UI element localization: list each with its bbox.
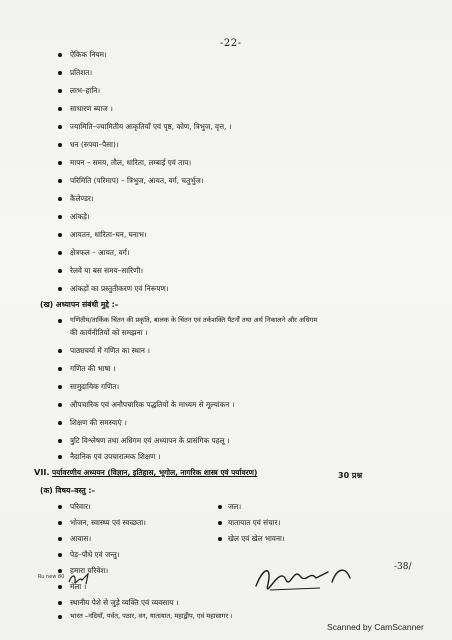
document-page: -22- ऐकिक नियम। प्रतिशत। लाभ–हानि। साधारण ब्याज । ज्यामिति–ज्यामितीय आकृतियाँ एवं पृष्ठ, कोण, त्रिभुज, वृत्त, । धन (रुपया–पैसा)। मापन – समय, तौल, धारिता, लम्बाई एवं ताप। परिमिति (परिमाप) – त्रिभुज, आयत, वर्ग, चतुर्भुज। कैलेण्डर। आंकड़े। आयतन, धारिता–घन, घनाभ। क्षेत्रफल – आयत, वर्ग। रेलवे या बस समय–सारिणी। आंकड़ों का प्रस्तुतीकरण एवं निरूपण। (ख) अध्यापन संबंधी मुद्दे :– गणितीय/तार्किक चिंतन की प्रकृति, बालक के चिंतन एवं तर्कशक्ति पैटर्नों तथा अर्थ निकालने और अधिगम की कार्यनीतियों को समझना । पाठ्यचर्या में गणित का स्थान । गणित की भाषा । सामुदायिक गणित। औपचारिक एवं अनौपचारिक पद्धतियों के माध्यम से मूल्यांकन । शिक्षण की समस्याएं । त्रुटि विश्लेषण तथा अधिगम एवं अध्यापन के प्रासंगिक पहलू । नैदानिक एवं उपचारात्मक शिक्षण । VII. पर्यावरणीय अध्ययन (विज्ञान, इतिहास, भूगोल, नागरिक शास्त्र एवं पर्यावरण) 30 प्रश्न (क) विषय–वस्तु :– परिवार। भोजन, स्वास्थ्य एवं स्वच्छता। आवास। पेड़–पौधे एवं जन्तु। हमारा परिवेश। मेला । स्थानीय पेशे से जुड़े व्यक्ति एवं व्यवसाय । जल। यातायात एवं संचार। खेल एवं खेल भावना। भारत –नदियाँ, पर्वत, पठार, वन, यातायात, महाद्वीप, एवं महासागर । -38/ Ru new 80 Scanned by CamScanner bbox=[0, 0, 452, 640]
bullet-icon bbox=[58, 385, 62, 389]
bullet-icon bbox=[58, 233, 62, 237]
bullet-icon bbox=[58, 71, 62, 75]
bullet-icon bbox=[218, 537, 222, 541]
bullet-icon bbox=[58, 319, 62, 323]
bullet-icon bbox=[58, 455, 62, 459]
bullet-icon bbox=[58, 421, 62, 425]
section-vii-marks: 30 प्रश्न bbox=[338, 471, 363, 480]
bullet-icon bbox=[58, 553, 62, 557]
bullet-icon bbox=[58, 367, 62, 371]
bullet-icon bbox=[58, 215, 62, 219]
bullet-icon bbox=[58, 179, 62, 183]
bullet-icon bbox=[58, 569, 62, 573]
bullet-icon bbox=[58, 197, 62, 201]
bullet-icon bbox=[58, 521, 62, 525]
bullet-icon bbox=[58, 349, 62, 353]
bullet-icon bbox=[58, 601, 62, 605]
bullet-icon bbox=[58, 143, 62, 147]
bullet-icon bbox=[58, 287, 62, 291]
camscanner-watermark: Scanned by CamScanner bbox=[327, 622, 424, 632]
bullet-icon bbox=[218, 505, 222, 509]
bullet-icon bbox=[58, 585, 62, 589]
bullet-icon bbox=[58, 615, 62, 619]
bullet-icon bbox=[58, 537, 62, 541]
bullet-icon bbox=[218, 521, 222, 525]
signature-icon bbox=[250, 556, 370, 596]
bullet-icon bbox=[58, 505, 62, 509]
bullet-icon bbox=[58, 403, 62, 407]
bullet-icon bbox=[58, 161, 62, 165]
bullet-icon bbox=[58, 269, 62, 273]
footer-stamp: Ru new 80 bbox=[38, 574, 65, 580]
bullet-icon bbox=[58, 251, 62, 255]
footer-page-number: -38/ bbox=[394, 562, 412, 572]
bullet-icon bbox=[58, 439, 62, 443]
bullet-icon bbox=[58, 89, 62, 93]
page-number-top: -22- bbox=[220, 38, 242, 49]
initials-icon bbox=[66, 570, 96, 588]
bullet-icon bbox=[58, 125, 62, 129]
bullet-icon bbox=[58, 107, 62, 111]
bullet-icon bbox=[58, 53, 62, 57]
